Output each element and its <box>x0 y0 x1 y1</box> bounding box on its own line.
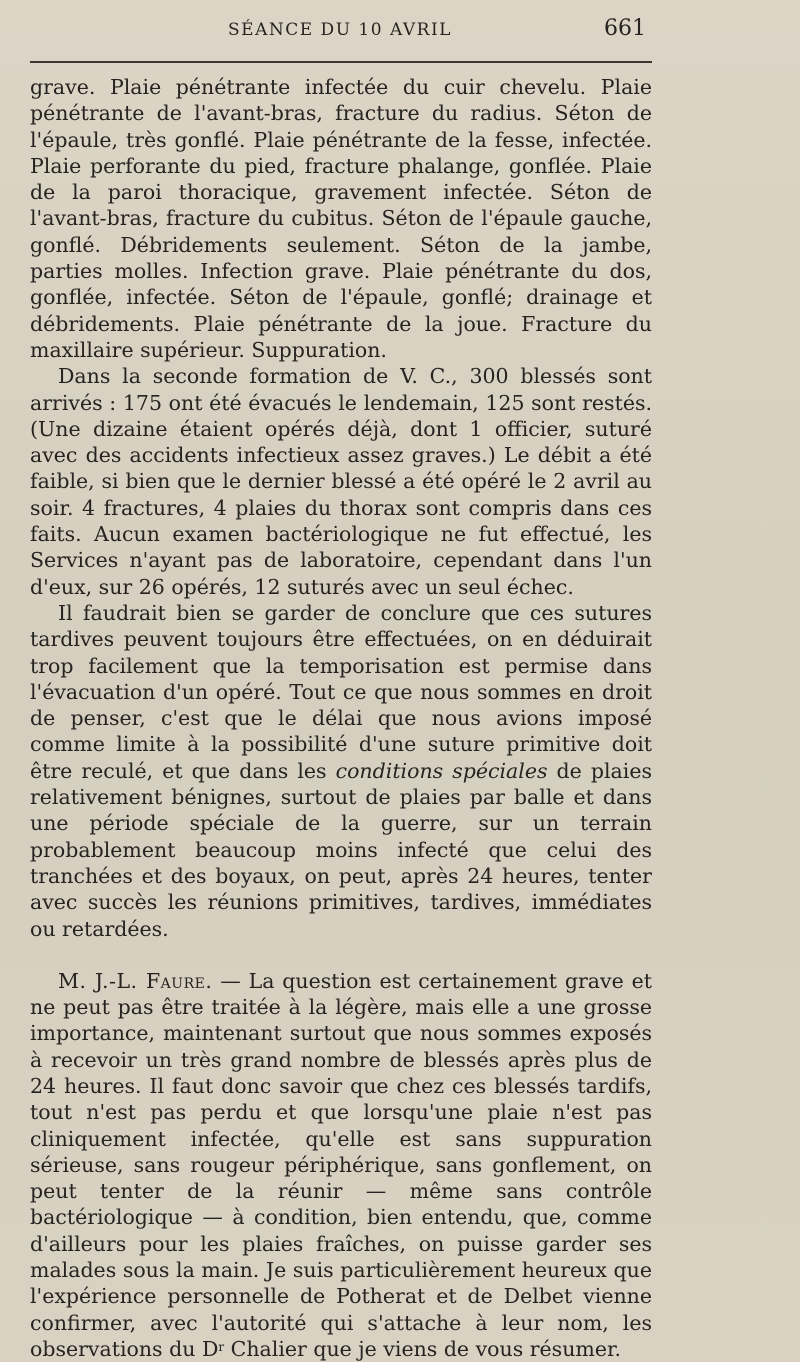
running-head <box>30 16 650 48</box>
doctor-superscript: r <box>218 1339 225 1354</box>
paragraph-3-text-a: Il faudrait bien se garder de conclure que ces sutures tardives peuvent toujours être effectuées, on en déduirait trop facilement que la temporisation est permise dans l'évacuation d'un opéré. Tout ce que nous sommes en droit de penser, c'est que le délai que nous avions imposé comme limite à la possibilité d'une suture primitive doit être reculé, et que dans les <box>30 600 652 783</box>
paragraph-3-italic: conditions spéciales <box>335 758 548 783</box>
paragraph-4-text: — La question est certainement grave et ne peut pas être traitée à la légère, mais elle a une grosse importance, maintenant surtout que nous sommes exposés à recevoir un très grand nombre de blessés après plus de 24 heures. Il faut donc savoir que chez ces blessés tardifs, tout n'est pas perdu et que lorsqu'une plaie n'est pas cliniquement infectée, qu'elle est sans suppuration sérieuse, sans rougeur périphérique, sans gonflement, on peut tenter de la réunir — même sans contrôle bactériologique — à condition, bien entendu, que, comme d'ailleurs pour les plaies fraîches, on puisse garder ses malades sous la main. Je suis particulièrement heureux que l'expérience personnelle de Potherat et de Delbet vienne confirmer, avec l'autorité qui s'attache à leur nom, les observations du D <box>30 968 652 1361</box>
page-number: 661 <box>604 16 646 41</box>
speaker-name: M. J.-L. Faure. <box>58 968 213 993</box>
paragraph-1: grave. Plaie pénétrante infectée du cuir chevelu. Plaie pénétrante de l'avant-bras, fracture du radius. Séton de l'épaule, très gonflé. Plaie pénétrante de la fesse, infectée. Plaie perforante du pied, fracture phalange, gonflée. Plaie de la paroi thoracique, gravement infectée. Séton de l'avant-bras, fracture du cubitus. Séton de l'épaule gauche, gonflé. Débridements seulement. Séton de la jambe, parties molles. Infection grave. Plaie pénétrante du dos, gonflée, infectée. Séton de l'épaule, gonflé; drainage et débridements. Plaie pénétrante de la joue. Fracture du maxillaire supérieur. Suppuration. <box>30 75 652 362</box>
paragraph-4 <box>30 968 652 1362</box>
paragraph-4-end: Chalier que je viens de vous résumer. <box>230 1336 622 1361</box>
header-rule <box>30 61 652 63</box>
paragraph-2: Dans la seconde formation de V. C., 300 blessés sont arrivés : 175 ont été évacués le lendemain, 125 sont restés. (Une dizaine étaient opérés déjà, dont 1 officier, suturé avec des accidents infectieux assez graves.) Le débit a été faible, si bien que le dernier blessé a été opéré le 2 avril au soir. 4 fractures, 4 plaies du thorax sont compris dans ces faits. Aucun examen bactériologique ne fut effectué, les Services n'ayant pas de laboratoire, cependant dans l'un d'eux, sur 26 opérés, 12 suturés avec un seul échec. <box>30 364 652 599</box>
paragraph-3-text-b: de plaies relativement bénignes, surtout de plaies par balle et dans une période spéciale de la guerre, sur un terrain probablement beaucoup moins infecté que celui des tranchées et des boyaux, on peut, après 24 heures, tenter avec succès les réunions primitives, tardives, immédiates ou retardées. <box>30 758 652 941</box>
running-head-title: SÉANCE DU 10 AVRIL <box>228 20 452 40</box>
body-text <box>30 74 652 1362</box>
paragraph-3 <box>30 600 652 942</box>
